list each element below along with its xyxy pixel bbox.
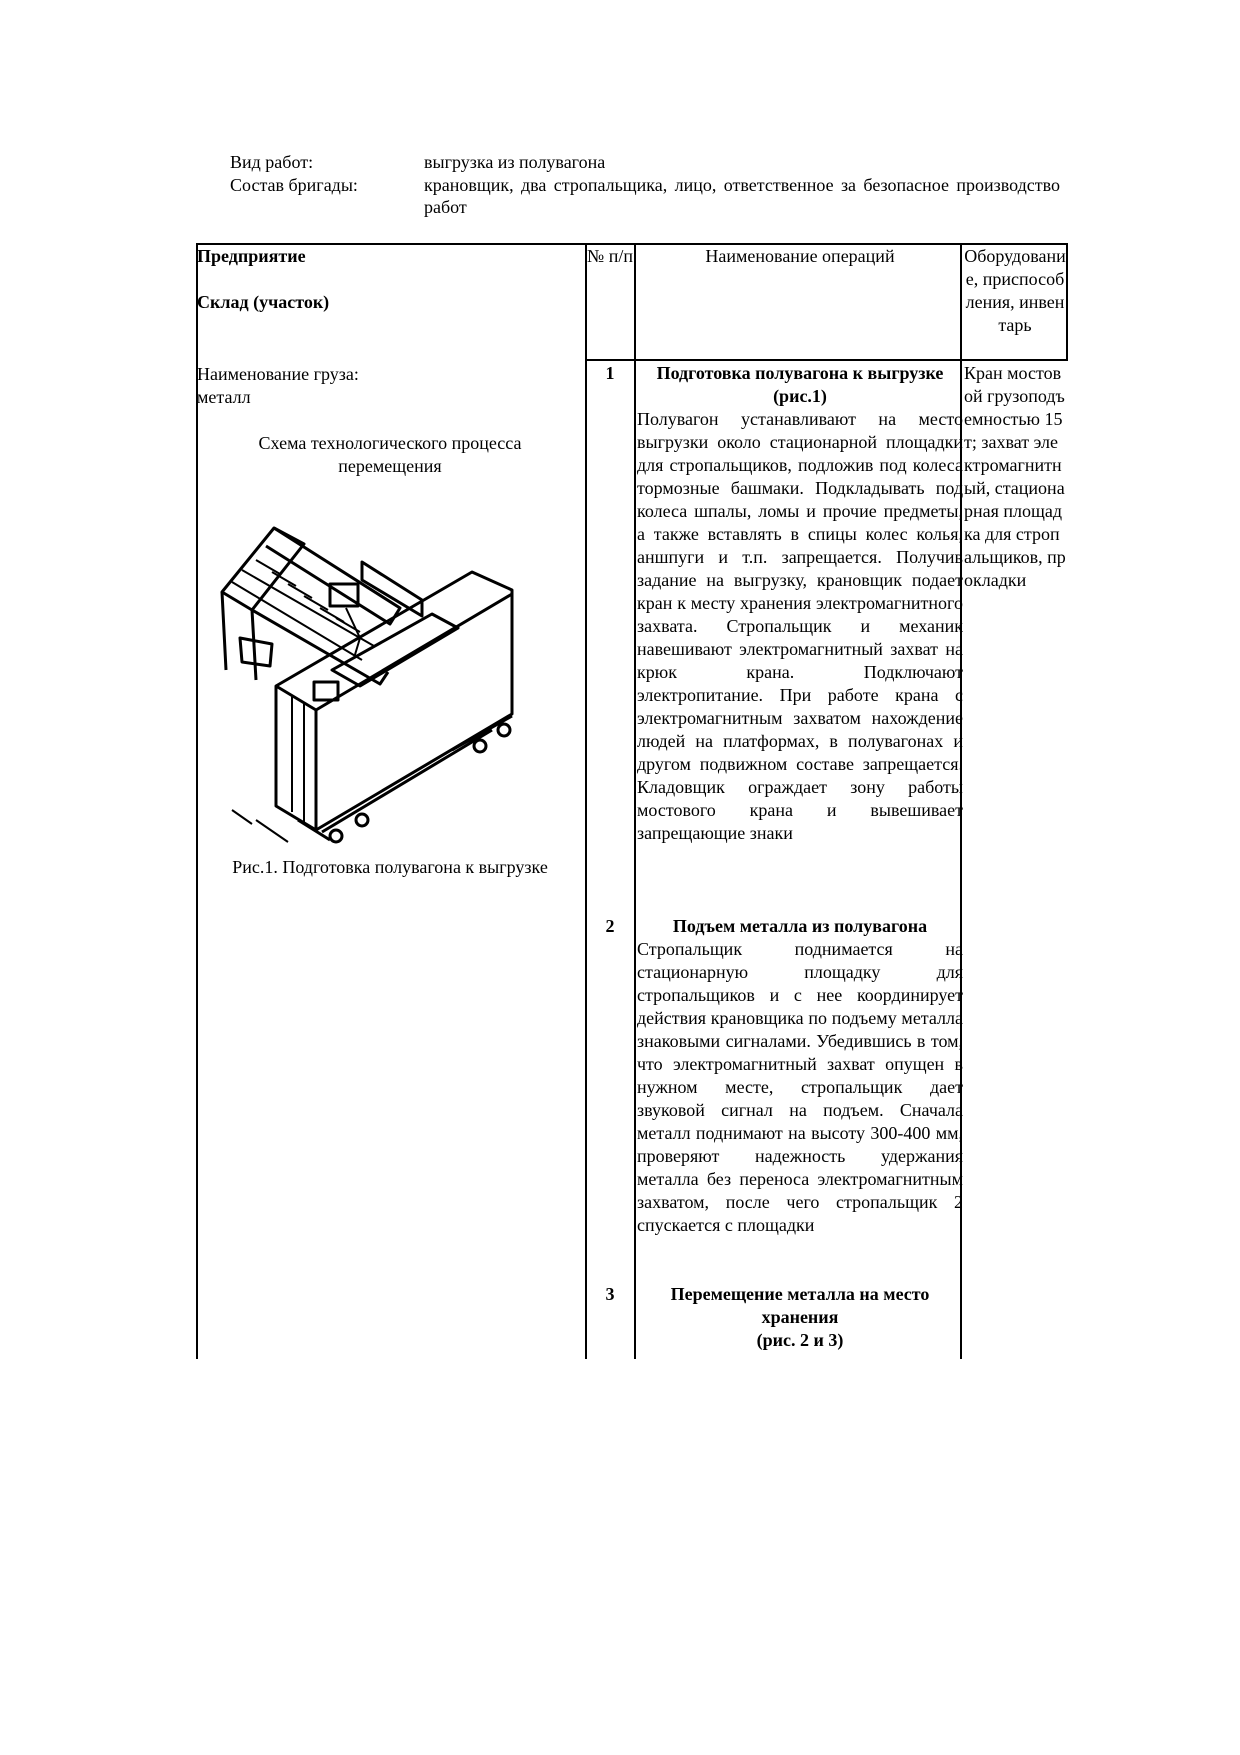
column-divider bbox=[585, 243, 587, 1359]
operation-number: 3 bbox=[605, 1284, 615, 1304]
operation-number: 2 bbox=[605, 916, 615, 936]
crew-value: крановщик, два стропальщика, лицо, ответственное за безопасное производство работ bbox=[424, 175, 1060, 217]
magnet-block bbox=[314, 682, 338, 700]
work-type-value: выгрузка из полувагона bbox=[424, 152, 606, 172]
equipment-list: Кран мостовой грузоподъемностью 15т; захват электромагнитный, стационарная площадка для стропальщиков, прокладки bbox=[964, 363, 1066, 590]
railcar-wheel bbox=[498, 724, 510, 736]
railcar-wheel bbox=[356, 814, 368, 826]
railcar-wheel bbox=[474, 740, 486, 752]
electromagnet-grab bbox=[332, 614, 458, 686]
scheme-title: Схема технологического процесса перемещения bbox=[258, 433, 522, 476]
operation-subtitle: (рис. 2 и 3) bbox=[756, 1330, 844, 1350]
table-left-border bbox=[196, 243, 198, 1359]
railcar-wheel bbox=[330, 830, 342, 842]
crew-label: Состав бригады: bbox=[230, 175, 358, 195]
table-right-border bbox=[1066, 243, 1068, 361]
cargo-label: Наименование груза: bbox=[197, 364, 359, 384]
rail-track bbox=[232, 810, 288, 842]
railcar-end-wall bbox=[292, 696, 304, 822]
crane-support bbox=[222, 592, 272, 680]
crane-girder-top bbox=[266, 528, 400, 624]
column-header-number: № п/п bbox=[587, 246, 633, 266]
cargo-value: металл bbox=[197, 387, 251, 407]
operation-description: Полувагон устанавливают на место выгрузки около стационарной площадки для стропальщиков, подложив под колеса тормозные башмаки. Подкладывать под колеса шпалы, ломы и прочие предметы, а также вставлять в спицы колес колья, аншпуги и т.п. запрещается. Получив задание на выгрузку, крановщик подает кран к месту хранения электромагнитного захвата. Стропальщик и механик навешивают электромагнитный захват на крюк крана. Подключают электропитание. При работе крана с электромагнитным захватом нахождение людей на платформах, в полувагонах и другом подвижном составе запрещается. Кладовщик ограждает зону работы мостового крана и вывешивает запрещающие знаки bbox=[637, 409, 963, 843]
header-row-border bbox=[585, 359, 1068, 361]
column-header-operations: Наименование операций bbox=[705, 246, 895, 266]
operation-description: Стропальщик поднимается на стационарную площадку для стропальщиков и с нее координирует действия крановщика по подъему металла знаковыми сигналами. Убедившись в том, что электромагнитный захват опущен в нужном месте, стропальщик дает звуковой сигнал на подъем. Сначала металл поднимают на высоту 300-400 мм, проверяют надежность удержания металла без переноса электромагнитным захватом, после чего стропальщик 2 спускается с площадки bbox=[637, 939, 963, 1235]
operation-title: Подъем металла из полувагона bbox=[672, 916, 928, 936]
operation-title: Перемещение металла на место хранения bbox=[670, 1284, 930, 1327]
enterprise-label: Предприятие bbox=[197, 246, 306, 266]
column-divider bbox=[634, 243, 636, 1359]
operation-title: Подготовка полувагона к выгрузке (рис.1) bbox=[656, 363, 944, 406]
warehouse-label: Склад (участок) bbox=[197, 292, 330, 312]
railcar-rim bbox=[276, 594, 512, 710]
railcar-crane-figure bbox=[212, 520, 572, 850]
operation-number: 1 bbox=[605, 363, 615, 383]
column-header-equipment: Оборудование, приспособления, инвентарь bbox=[964, 246, 1066, 335]
work-type-label: Вид работ: bbox=[230, 152, 314, 172]
figure-caption: Рис.1. Подготовка полувагона к выгрузке bbox=[232, 857, 548, 877]
